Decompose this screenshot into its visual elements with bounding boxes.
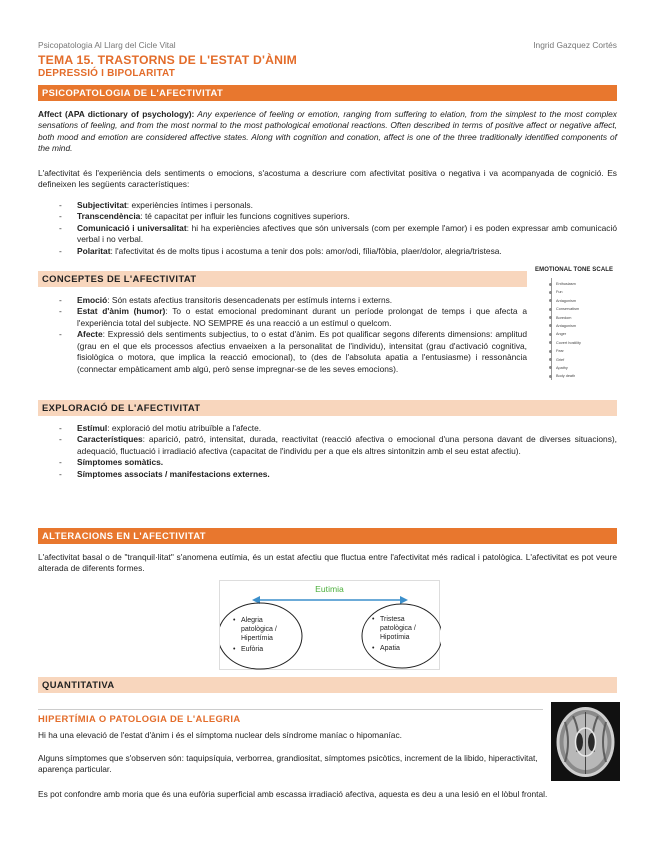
list-item: • Apatia (372, 645, 400, 653)
scale-label: Body death (556, 374, 576, 379)
exploration-list (38, 423, 617, 480)
page-subtitle: DEPRESSIÓ I BIPOLARITAT (38, 68, 176, 79)
page-title: TEMA 15. TRASTORNS DE L'ESTAT D'ÀNIM (38, 53, 298, 67)
emotional-tone-scale-figure (535, 266, 620, 384)
characteristics-list (38, 200, 617, 257)
scale-title: EMOTIONAL TONE SCALE (535, 267, 614, 273)
list-item: - Comunicació i universalitat: hi ha experiències afectives que són universals (com per exemple l'amor) i es poden expressar amb comunicació verbal i no verbal. (38, 223, 617, 246)
scale-label: Grief (556, 357, 565, 362)
section-heading-conceptes: CONCEPTES DE L'AFECTIVITAT (38, 271, 527, 287)
scale-dot-icon (549, 358, 552, 361)
scale-dot-icon (549, 308, 552, 311)
right-ellipse-list (372, 616, 434, 654)
affect-intro: L'afectivitat és l'experiència dels sentiments o emocions, s'acostuma a descriure com afectivitat positiva o negativa i va acompanyada de cognició. Es defineixen les següents característiques: (38, 168, 617, 190)
alterations-text: L'afectivitat basal o de "tranquil·litat" s'anomena eutímia, és un estat afectiu que fluctua entre l'afectivitat més radical i patològica. L'afectivitat es pot veure alterada de diferents formes. (38, 552, 617, 574)
scale-label: Boredom (556, 315, 572, 320)
scale-label: Conservatism (556, 307, 580, 312)
section-heading-exploracio: EXPLORACIÓ DE L'AFECTIVITAT (38, 400, 617, 416)
concepts-list (38, 295, 527, 375)
scale-entries (543, 280, 619, 381)
section-heading-quantitativa: QUANTITATIVA (38, 677, 617, 693)
definition-text: Any experience of feeling or emotion, ranging from suffering to elation, from the simplest to the most complex sensations of feeling, and from the most normal to the most pathological emotional reactions. Often described in terms of positive affect or negative affect, both mood and emotion are considered affective states. Along with cognition and conation, affect is one of the three traditionally identified components of the mind. (38, 109, 617, 154)
scale-entry (543, 356, 619, 364)
header-author: Ingrid Gazquez Cortés (533, 40, 617, 50)
scale-entry (543, 314, 619, 322)
scale-label: Antagonism (556, 323, 577, 328)
scale-dot-icon (549, 333, 552, 336)
list-item: - Transcendència: té capacitat per influir les funcions cognitives superiors. (38, 211, 617, 222)
scale-entry (543, 288, 619, 296)
eutimia-label: Eutimia (315, 584, 344, 594)
hipertimia-p1: Hi ha una elevació de l'estat d'ànim i és el símptoma nuclear dels síndrome maníac o hipomaníac. (38, 730, 402, 740)
scale-dot-icon (549, 316, 552, 319)
header-course: Psicopatologia Al Llarg del Cicle Vital (38, 40, 176, 50)
scale-entry (543, 364, 619, 372)
scale-entry (543, 297, 619, 305)
affect-definition (38, 109, 617, 155)
scale-dot-icon (549, 324, 552, 327)
scale-entry (543, 330, 619, 338)
scale-dot-icon (549, 283, 552, 286)
scale-label: Fear (556, 349, 564, 354)
list-item: - Símptomes associats / manifestacions externes. (38, 469, 617, 480)
list-item: • Eufòria (233, 646, 264, 654)
list-item: - Característiques: aparició, patró, intensitat, durada, reactivitat (reacció afectiva o emocional d'una persona davant de diverses situacions), adequació, fluctuació i irradiació afectiva (capacitat de l'individu per a que els altres sintonitzin amb el seu estat afectiu). (38, 434, 617, 457)
sub-heading-divider (38, 709, 543, 710)
list-item: • Alegria patològica / Hipertímia (233, 617, 277, 642)
scale-dot-icon (549, 291, 552, 294)
section-heading-alteracions: ALTERACIONS EN L'AFECTIVITAT (38, 528, 617, 544)
scale-label: Apathy (556, 365, 568, 370)
page-header (38, 40, 617, 51)
scale-label: Fun (556, 290, 563, 295)
list-item: - Estímul: exploració del motiu atribuïble a l'afecte. (38, 423, 617, 434)
sub-heading-hipertimia: HIPERTÍMIA O PATOLOGIA DE L'ALEGRIA (38, 713, 241, 724)
scale-entry (543, 347, 619, 355)
list-item: - Símptomes somàtics. (38, 457, 617, 468)
scale-dot-icon (549, 375, 552, 378)
scale-entry (543, 372, 619, 380)
hipertimia-p2: Alguns símptomes que s'observen són: taquipsíquia, verborrea, grandiositat, símptomes psicòtics, increment de la libido, hiperactivitat, aparença particular. (38, 753, 538, 775)
brain-scan-drawing (551, 702, 620, 781)
section-heading-psicopatologia: PSICOPATOLOGIA DE L'AFECTIVITAT (38, 85, 617, 101)
scale-entry (543, 322, 619, 330)
left-ellipse-list (233, 617, 295, 655)
scale-label: Anger (556, 332, 567, 337)
scale-label: Covert hostility (556, 340, 581, 345)
arrow-right-head (400, 596, 408, 604)
definition-term: Affect (APA dictionary of psychology): (38, 109, 195, 119)
list-item: - Emoció: Són estats afectius transitoris desencadenats per estímuls interns i externs. (38, 295, 527, 306)
scale-entry (543, 339, 619, 347)
scale-label: Antagonism (556, 298, 577, 303)
list-item: - Polaritat: l'afectivitat és de molts tipus i acostuma a tenir dos pols: amor/odi, fília/fòbia, plaer/dolor, alegria/tristesa. (38, 246, 617, 257)
list-item: - Afecte: Expressió dels sentiments subjectius, to o estat d'ànim. Es pot qualificar segons diferents dimensions: amplitud (grau en el que els processos afectius envaeixen a la personalitat de l'individu), intensitat (grau d'activació cognitiva, fisiològica o motora, que implica la reacció emocional), to (des de l'absoluta apatia a l'entusiasme) i ressonància (connectar empàticament amb algú, però sense impregnar-se de les seves emocions). (38, 329, 527, 375)
brain-scan-image (551, 702, 620, 781)
scale-entry (543, 280, 619, 288)
scale-label: Enthusiasm (556, 282, 576, 286)
hipertimia-p3: Es pot confondre amb moria que és una eufòria superficial amb escassa irradiació afectiva, aquesta es deu a una lesió en el lòbul frontal. (38, 789, 548, 799)
list-item: • Tristesa patològica / Hipotímia (372, 616, 416, 641)
scale-dot-icon (549, 341, 552, 344)
list-item: - Estat d'ànim (humor): To o estat emocional predominant durant un període prolongat de temps i que afecta a l'experiència total del subjecte. NO SEMPRE és una reacció a un estímul o quelcom. (38, 306, 527, 329)
eutimia-diagram (219, 580, 440, 670)
scale-dot-icon (549, 299, 552, 302)
list-item: - Subjectivitat: experiències íntimes i personals. (38, 200, 617, 211)
scale-entry (543, 305, 619, 313)
scale-dot-icon (549, 366, 552, 369)
scale-dot-icon (549, 350, 552, 353)
